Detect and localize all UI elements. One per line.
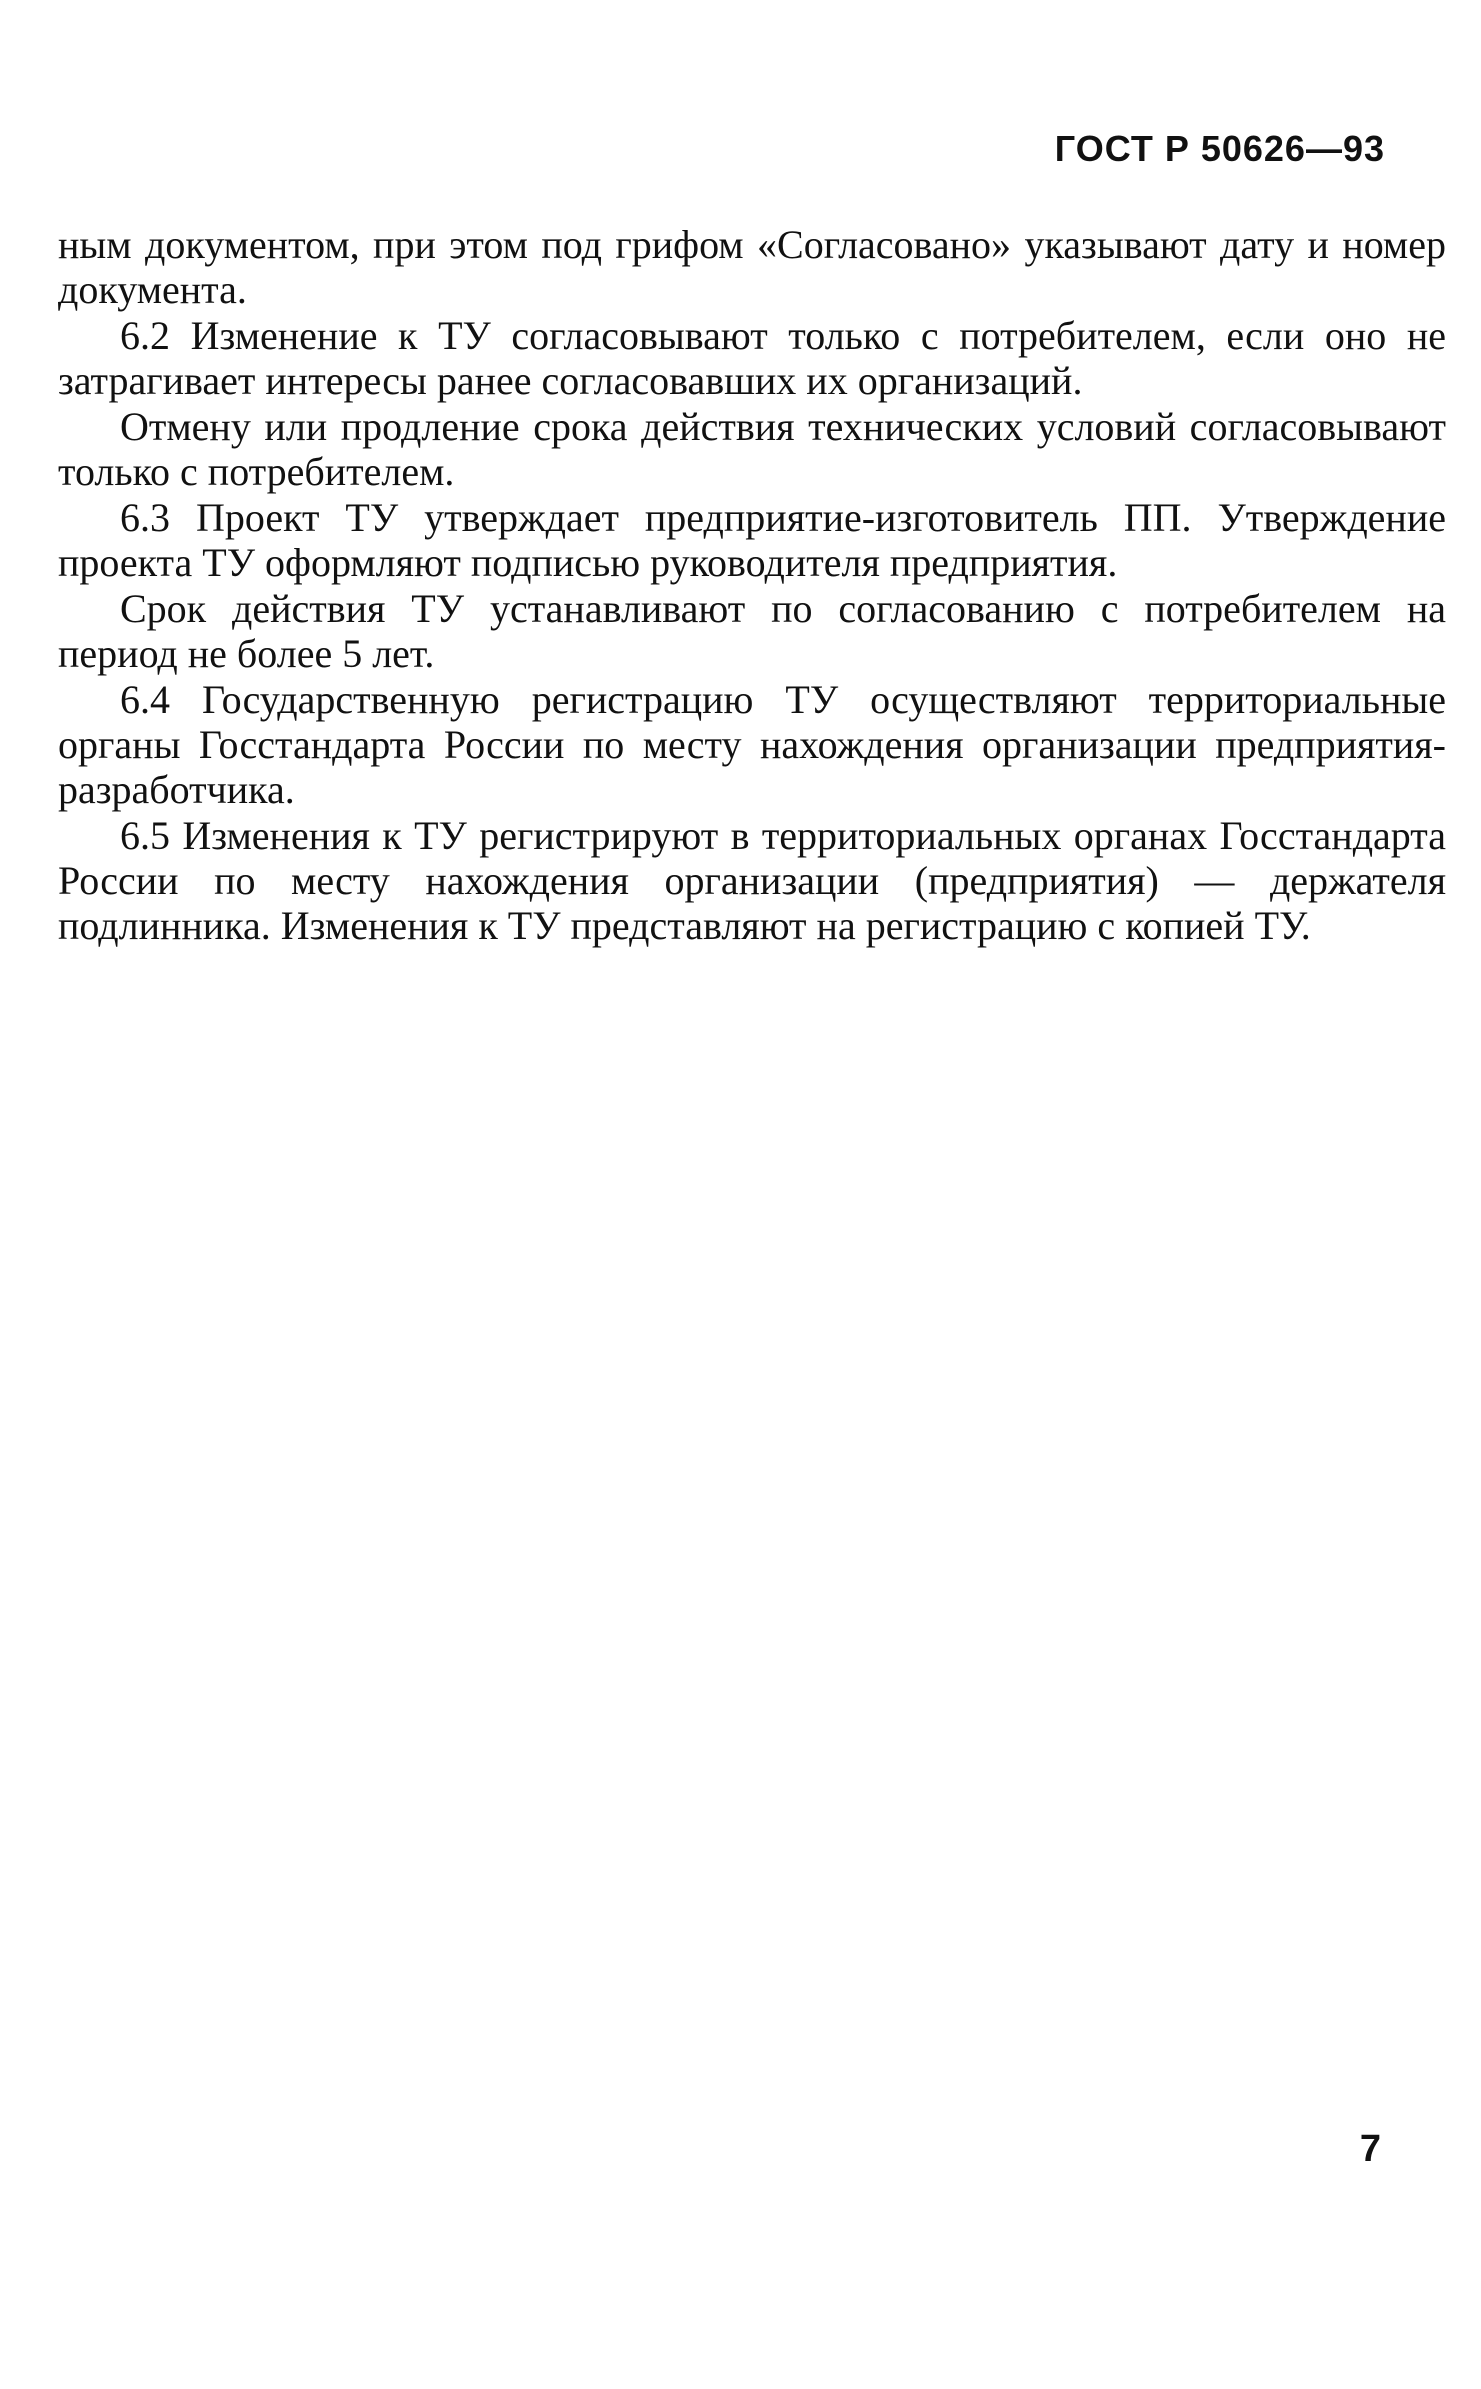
body-text bbox=[58, 222, 1446, 949]
paragraph-6-2: 6.2 Изменение к ТУ согласовывают только с потребителем, если оно не затрагивает интересы ранее согласовавших их организаций. bbox=[58, 313, 1446, 403]
page-number: 7 bbox=[1359, 2128, 1381, 2170]
paragraph-continuation: ным документом, при этом под грифом «Согласовано» указывают дату и номер документа. bbox=[58, 222, 1446, 312]
paragraph-6-5: 6.5 Изменения к ТУ регистрируют в территориальных органах Госстандарта России по месту нахождения организации (предприятия) — держателя подлинника. Изменения к ТУ представляют на регистрацию с копией ТУ. bbox=[58, 813, 1446, 948]
paragraph-6-3: 6.3 Проект ТУ утверждает предприятие-изготовитель ПП. Утверждение проекта ТУ оформляют подписью руководителя предприятия. bbox=[58, 495, 1446, 585]
paragraph-validity-term: Срок действия ТУ устанавливают по согласованию с потребителем на период не более 5 лет. bbox=[58, 586, 1446, 676]
paragraph-6-4: 6.4 Государственную регистрацию ТУ осуществляют территориальные органы Госстандарта России по месту нахождения организации предприятия-разработчика. bbox=[58, 677, 1446, 812]
document-header: ГОСТ Р 50626—93 bbox=[1054, 128, 1385, 169]
paragraph-cancellation: Отмену или продление срока действия технических условий согласовывают только с потребителем. bbox=[58, 404, 1446, 494]
